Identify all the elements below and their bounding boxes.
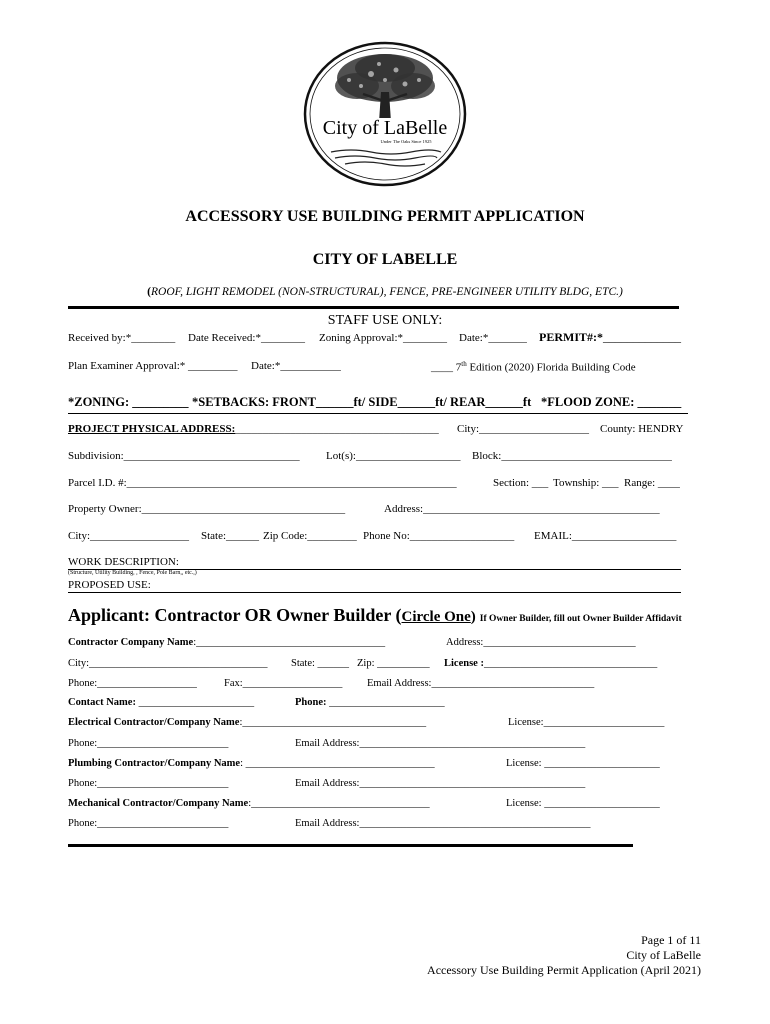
permit-blank: _____________ — [603, 330, 681, 344]
applicant-heading-close: ) — [470, 609, 476, 625]
contractor-fax-field[interactable]: Fax:___________________ — [224, 678, 343, 689]
project-county: County: HENDRY — [600, 423, 684, 435]
footer-document: Accessory Use Building Permit Application (April 2021) — [427, 963, 701, 977]
page-title: ACCESSORY USE BUILDING PERMIT APPLICATION — [185, 208, 585, 225]
electrical-company-label: Electrical Contractor/Company Name — [68, 717, 240, 728]
contractor-license-label: License : — [444, 658, 484, 669]
owner-city-field[interactable]: City:__________________ — [68, 530, 190, 542]
plumbing-company-blank: : ____________________________________ — [240, 758, 435, 769]
project-address-field[interactable] — [68, 423, 439, 435]
code-edition-text: Edition (2020) Florida Building Code — [469, 361, 636, 374]
plumbing-license-field[interactable]: License: ______________________ — [506, 758, 660, 769]
scope-subtitle — [0, 286, 770, 298]
zoning-field[interactable]: *ZONING: _________ — [68, 395, 189, 409]
electrical-email-field[interactable]: Email Address:___________________________________________ — [295, 738, 586, 749]
contact-name-blank: ______________________ — [135, 697, 255, 708]
plumbing-company-label: Plumbing Contractor/Company Name — [68, 758, 241, 769]
plumbing-email-field[interactable]: Email Address:___________________________________________ — [295, 778, 586, 789]
proposed-use-label: PROPOSED USE: — [68, 579, 151, 591]
electrical-company-field[interactable] — [68, 717, 426, 728]
contractor-state-field[interactable]: State: ______ — [291, 658, 350, 669]
electrical-license-field[interactable]: License:_______________________ — [508, 717, 665, 728]
applicant-heading-text: Applicant: Contractor OR Owner Builder ( — [68, 605, 402, 625]
project-address-label: PROJECT PHYSICAL ADDRESS: — [68, 423, 236, 435]
code-check-blank: ____ — [431, 361, 453, 374]
contractor-address-field[interactable]: Address:_____________________________ — [446, 637, 636, 648]
setbacks-field[interactable]: *SETBACKS: FRONT______ft/ SIDE______ft/ REAR______ft — [192, 395, 532, 409]
work-description-label: WORK DESCRIPTION: — [68, 556, 179, 568]
contractor-email-field[interactable]: Email Address:_______________________________ — [367, 678, 595, 689]
owner-state-field[interactable]: State:______ — [201, 530, 260, 542]
header-divider — [68, 306, 679, 309]
project-city-field[interactable]: City:____________________ — [457, 423, 590, 435]
owner-phone-field[interactable]: Phone No:___________________ — [363, 530, 515, 542]
contact-name-label: Contact Name: — [68, 697, 136, 708]
code-edition-num: 7 — [455, 361, 462, 374]
contractor-company-field[interactable] — [68, 637, 385, 648]
owner-zip-field[interactable]: Zip Code:_________ — [263, 530, 357, 542]
city-logo — [301, 40, 469, 188]
mechanical-company-field[interactable] — [68, 798, 430, 809]
florida-building-code-option[interactable] — [431, 360, 636, 374]
permit-number-field[interactable] — [539, 330, 681, 345]
owner-builder-note: If Owner Builder, fill out Owner Builder Affidavit — [479, 614, 682, 624]
permit-label: PERMIT#:* — [539, 330, 603, 344]
logo-name: City of LaBelle — [322, 117, 448, 139]
contractor-company-label: Contractor Company Name — [68, 637, 194, 648]
electrical-phone-field[interactable]: Phone:_________________________ — [68, 738, 229, 749]
subtitle-paren: ( — [147, 286, 151, 298]
contractor-company-blank: :____________________________________ — [193, 637, 386, 648]
owner-address-field[interactable]: Address:___________________________________________ — [384, 503, 660, 515]
received-by-field[interactable]: Received by:*________ — [68, 332, 176, 344]
mechanical-license-field[interactable]: License: ______________________ — [506, 798, 660, 809]
staff-date-field[interactable]: Date:*_______ — [459, 332, 527, 344]
contractor-city-field[interactable]: City:__________________________________ — [68, 658, 268, 669]
contractor-phone-field[interactable]: Phone:___________________ — [68, 678, 197, 689]
mechanical-phone-field[interactable]: Phone:_________________________ — [68, 818, 229, 829]
property-owner-field[interactable]: Property Owner:_____________________________________ — [68, 503, 346, 515]
logo-motto: Under The Oaks Since 1925 — [380, 139, 432, 144]
township-field[interactable]: Township: ___ — [553, 477, 619, 489]
subdivision-field[interactable]: Subdivision:________________________________ — [68, 450, 300, 462]
page-number: Page 1 of 11 — [641, 933, 701, 947]
date-received-field[interactable]: Date Received:*________ — [188, 332, 305, 344]
mechanical-email-field[interactable]: Email Address:____________________________________________ — [295, 818, 591, 829]
electrical-company-blank: :___________________________________ — [239, 717, 427, 728]
plan-examiner-field[interactable]: Plan Examiner Approval:* _________ — [68, 360, 238, 372]
zoning-divider — [68, 413, 688, 414]
city-heading: CITY OF LABELLE — [312, 251, 458, 268]
contact-name-field[interactable] — [68, 697, 254, 708]
owner-email-field[interactable]: EMAIL:___________________ — [534, 530, 677, 542]
mechanical-company-blank: :__________________________________ — [248, 798, 430, 809]
work-description-note: (Structure, Utility Building, , Fence, Pole Barn,, etc.,) — [68, 570, 197, 576]
contractor-license-blank: _________________________________ — [483, 658, 658, 669]
applicant-divider — [68, 844, 633, 847]
contractor-license-field[interactable] — [444, 658, 657, 669]
contact-phone-field[interactable] — [295, 697, 445, 708]
section-field[interactable]: Section: ___ — [493, 477, 549, 489]
range-field[interactable]: Range: ____ — [624, 477, 680, 489]
circle-one-label[interactable]: Circle One — [401, 609, 471, 625]
lots-field[interactable]: Lot(s):___________________ — [326, 450, 461, 462]
contact-phone-blank: ______________________ — [326, 697, 445, 708]
project-address-blank: _____________________________________ — [235, 423, 439, 435]
plumbing-company-field[interactable] — [68, 758, 435, 769]
contractor-zip-field[interactable]: Zip: __________ — [357, 658, 430, 669]
code-edition-suffix: th — [461, 360, 467, 368]
staff-heading: STAFF USE ONLY: — [327, 313, 443, 328]
oak-tree-seal-icon — [301, 40, 469, 188]
footer-city: City of LaBelle — [626, 948, 701, 962]
flood-zone-field[interactable]: *FLOOD ZONE: _______ — [541, 395, 682, 409]
applicant-heading — [68, 605, 682, 626]
block-field[interactable]: Block:_______________________________ — [472, 450, 672, 462]
contact-phone-label: Phone: — [295, 697, 327, 708]
mechanical-company-label: Mechanical Contractor/Company Name — [68, 798, 249, 809]
proposed-use-line[interactable] — [68, 592, 681, 593]
parcel-id-field[interactable]: Parcel I.D. #:____________________________________________________________ — [68, 477, 457, 489]
plumbing-phone-field[interactable]: Phone:_________________________ — [68, 778, 229, 789]
subtitle-text: ROOF, LIGHT REMODEL (NON-STRUCTURAL), FENCE, PRE-ENGINEER UTILITY BLDG, ETC.) — [151, 286, 623, 298]
zoning-approval-field[interactable]: Zoning Approval:*________ — [319, 332, 448, 344]
plan-date-field[interactable]: Date:*___________ — [251, 360, 341, 372]
